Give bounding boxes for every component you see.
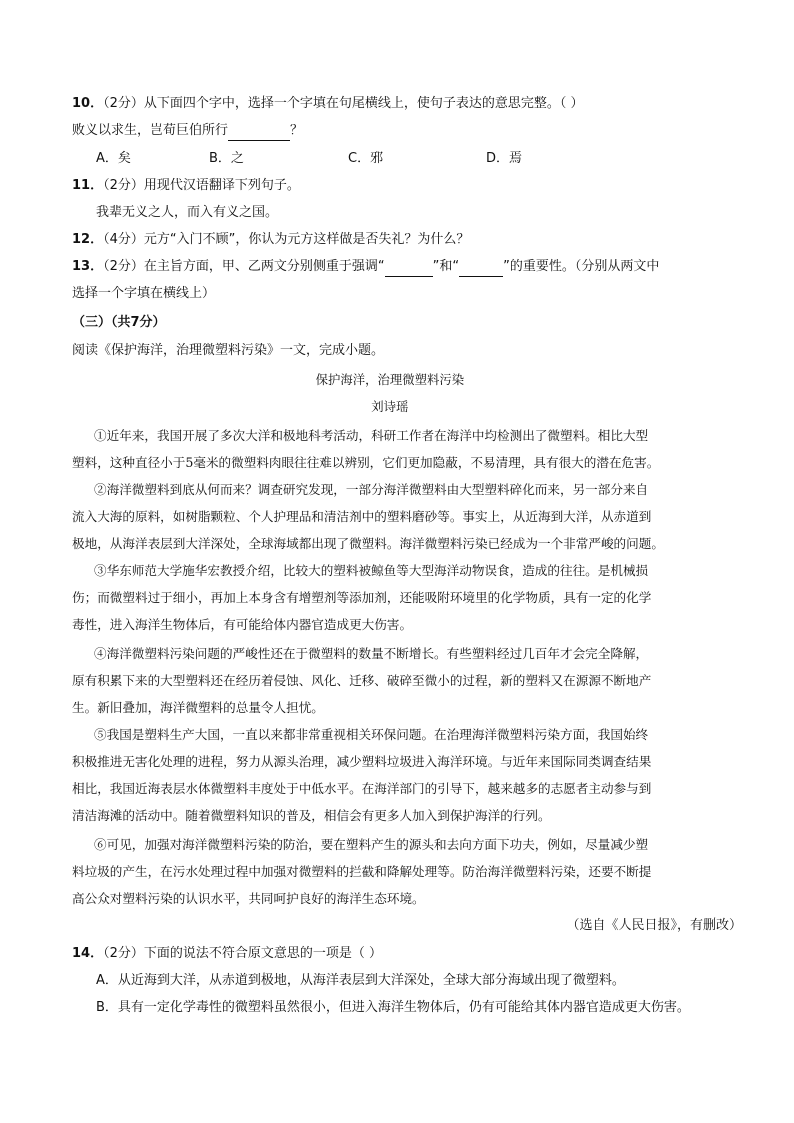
article-line: 毒性，进入海洋生物体后，有可能给体内器官造成更大伤害。	[72, 617, 413, 632]
question-13	[72, 258, 659, 277]
article-line: ⑤我国是塑料生产大国，一直以来都非常重视相关环保问题。在治理海洋微塑料污染方面，我国始终	[94, 727, 649, 742]
answer-blank	[228, 122, 290, 141]
question-11	[72, 177, 300, 195]
article-line: ②海洋微塑料到底从何而来？调查研究发现，一部分海洋微塑料由大型塑料碎化而来，另一部分来自	[94, 482, 649, 497]
question-12	[72, 231, 469, 249]
option-a: A．从近海到大洋，从赤道到极地，从海洋表层到大洋深处，全球大部分海域出现了微塑料。	[96, 973, 625, 988]
article-source: （选自《人民日报》，有删改）	[566, 918, 742, 933]
question-stem: （2分）下面的说法不符合原文意思的一项是（ ）	[103, 946, 382, 961]
option-a: A．矣	[96, 151, 131, 166]
question-number: 13．	[72, 259, 104, 274]
article-line: 原有积累下来的大型塑料还在经历着侵蚀、风化、迁移、破碎至微小的过程，新的塑料又在源源不断地产	[72, 673, 652, 688]
question-stem: （2分）在主旨方面，甲、乙两文分别侧重于强调“	[103, 259, 385, 274]
section-heading: （三）（共7分）	[72, 315, 166, 330]
question-number: 12．	[72, 232, 104, 247]
article-line: 积极推进无害化处理的进程，努力从源头治理，减少塑料垃圾进入海洋环境。与近年来国际同类调查结果	[72, 754, 652, 769]
article-line: ④海洋微塑料污染问题的严峻性还在于微塑料的数量不断增长。有些塑料经过几百年才会完全降解，	[94, 646, 649, 661]
article-line: ③华东师范大学施华宏教授介绍，比较大的塑料被鲸鱼等大型海洋动物误食，造成的往往。是机械损	[94, 563, 649, 578]
article-line: 清洁海滩的活动中。随着微塑料知识的普及，相信会有更多人加入到保护海洋的行列。	[72, 808, 551, 823]
sentence-end: ？	[290, 123, 304, 138]
sentence-text: 败义以求生，岂荀巨伯所行	[72, 123, 229, 138]
article-line: 相比，我国近海表层水体微塑料丰度处于中低水平。在海洋部门的引导下，越来越多的志愿者主动参与到	[72, 781, 652, 796]
answer-blank-1	[385, 258, 433, 277]
option-d: D．焉	[486, 151, 523, 166]
question-10	[72, 95, 584, 113]
article-line: 流入大海的原料，如树脂颗粒、个人护理品和清洁剂中的塑料磨砂等。事实上，从近海到大洋，从赤道到	[72, 509, 652, 524]
article-title: 保护海洋，治理微塑料污染	[315, 372, 465, 387]
question-stem: （2分）从下面四个字中，选择一个字填在句尾横线上，使句子表达的意思完整。（ ）	[103, 96, 584, 111]
question-13-line2: 选择一个字填在横线上）	[72, 286, 216, 301]
article-line: 极地，从海洋表层到大洋深处，全球海域都出现了微塑料。海洋微塑料污染已经成为一个非常严峻的问题。	[72, 536, 664, 551]
question-number: 10．	[72, 96, 104, 111]
article-line: 料垃圾的产生，在污水处理过程中加强对微塑料的拦截和降解处理等。防治海洋微塑料污染，还要不断提	[72, 864, 652, 879]
question-number: 11．	[72, 178, 104, 193]
section-instruction: 阅读《保护海洋，治理微塑料污染》一文，完成小题。	[72, 343, 385, 358]
option-b: B．具有一定化学毒性的微塑料虽然很小，但进入海洋生物体后，仍有可能给其体内器官造成更大伤害。	[96, 1000, 690, 1015]
article-line: ⑥可见，加强对海洋微塑料污染的防治，要在塑料产生的源头和去向方面下功夫，例如，尽量减少塑	[94, 837, 649, 852]
question-14	[72, 945, 382, 963]
option-b: B．之	[209, 151, 244, 166]
question-10-sentence	[72, 122, 303, 141]
option-c: C．邪	[348, 151, 384, 166]
question-stem-end: ”的重要性。（分别从两文中	[503, 259, 660, 274]
question-stem: （2分）用现代汉语翻译下列句子。	[103, 178, 300, 193]
question-stem-mid: ”和“	[432, 259, 460, 274]
article-author: 刘诗瑶	[371, 399, 409, 414]
article-line: 高公众对塑料污染的认识水平，共同呵护良好的海洋生态环境。	[72, 891, 425, 906]
article-line: 塑料，这种直径小于5毫米的微塑料肉眼往往难以辨别，它们更加隐蔽，不易清理，具有很大的潜在危害。	[72, 455, 660, 470]
question-11-sentence: 我辈无义之人，而入有义之国。	[96, 205, 279, 220]
article-line: ①近年来，我国开展了多次大洋和极地科考活动，科研工作者在海洋中均检测出了微塑料。相比大型	[94, 428, 649, 443]
article-line: 伤；而微塑料过于细小，再加上本身含有增塑剂等添加剂，还能吸附环境里的化学物质，具有一定的化学	[72, 590, 652, 605]
article-line: 生。新旧叠加，海洋微塑料的总量令人担忧。	[72, 700, 324, 715]
question-stem: （4分）元方“入门不顾”，你认为元方这样做是否失礼？为什么？	[103, 232, 470, 247]
answer-blank-2	[459, 258, 503, 277]
question-number: 14．	[72, 946, 104, 961]
